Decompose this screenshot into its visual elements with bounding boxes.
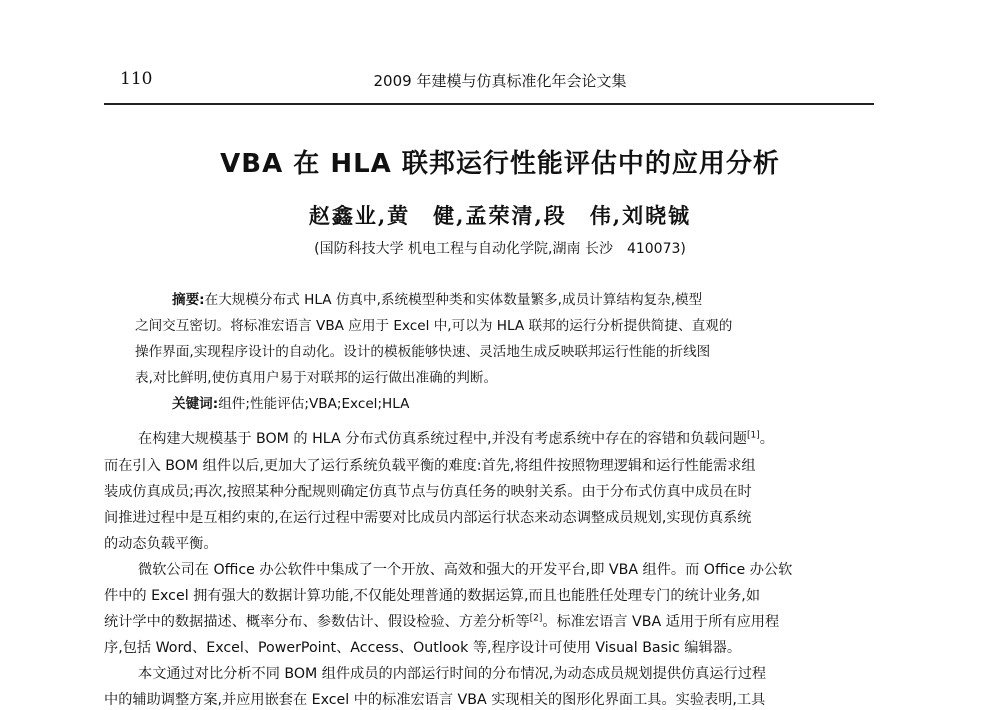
keywords-label: 关键词: bbox=[172, 396, 219, 412]
keywords-line bbox=[172, 392, 409, 412]
body-line bbox=[104, 611, 779, 631]
citation: [1] bbox=[747, 430, 760, 441]
body-line: 中的辅助调整方案,并应用嵌套在 Excel 中的标准宏语言 VBA 实现相关的图形化界面工具。实验表明,工具 bbox=[104, 692, 766, 708]
body-line: 本文通过对比分析不同 BOM 组件成员的内部运行时间的分布情况,为动态成员规划提供仿真运行过程 bbox=[138, 666, 767, 682]
abstract-line: 之间交互密切。将标准宏语言 VBA 应用于 Excel 中,可以为 HLA 联邦的运行分析提供简捷、直观的 bbox=[135, 318, 733, 334]
body-text: 在构建大规模基于 BOM 的 HLA 分布式仿真系统过程中,并没有考虑系统中存在的容错和负载问题 bbox=[138, 431, 747, 447]
header-rule bbox=[104, 103, 874, 105]
body-text: 。 bbox=[759, 431, 774, 447]
body-line: 序,包括 Word、Excel、PowerPoint、Access、Outlook 等,程序设计可使用 Visual Basic 编辑器。 bbox=[104, 640, 742, 656]
body-text: 。标准宏语言 VBA 适用于所有应用程 bbox=[542, 614, 780, 630]
abstract-text: 在大规模分布式 HLA 仿真中,系统模型种类和实体数量繁多,成员计算结构复杂,模型 bbox=[204, 292, 703, 308]
authors: 赵鑫业,黄 健,孟荣清,段 伟,刘晓铖 bbox=[308, 203, 692, 228]
running-title: 2009 年建模与仿真标准化年会论文集 bbox=[373, 72, 627, 90]
abstract-line: 操作界面,实现程序设计的自动化。设计的模板能够快速、灵活地生成反映联邦运行性能的折线图 bbox=[135, 344, 711, 360]
body-text: 统计学中的数据描述、概率分布、参数估计、假设检验、方差分析等 bbox=[104, 614, 530, 630]
body-line bbox=[138, 428, 774, 448]
body-line: 装成仿真成员;再次,按照某种分配规则确定仿真节点与仿真任务的映射关系。由于分布式仿真中成员在时 bbox=[104, 484, 752, 500]
abstract-line bbox=[172, 288, 702, 308]
body-line: 微软公司在 Office 办公软件中集成了一个开放、高效和强大的开发平台,即 VBA 组件。而 Office 办公软 bbox=[138, 562, 793, 578]
keywords-text: 组件;性能评估;VBA;Excel;HLA bbox=[218, 396, 410, 412]
body-line: 间推进过程中是互相约束的,在运行过程中需要对比成员内部运行状态来动态调整成员规划,实现仿真系统 bbox=[104, 510, 752, 526]
abstract-label: 摘要: bbox=[172, 292, 205, 308]
body-line: 件中的 Excel 拥有强大的数据计算功能,不仅能处理普通的数据运算,而且也能胜任处理专门的统计业务,如 bbox=[104, 588, 761, 604]
body-line: 的动态负载平衡。 bbox=[104, 536, 218, 552]
body-line: 而在引入 BOM 组件以后,更加大了运行系统负载平衡的难度:首先,将组件按照物理逻辑和运行性能需求组 bbox=[104, 458, 756, 474]
page-number: 110 bbox=[120, 69, 153, 89]
citation: [2] bbox=[529, 613, 543, 624]
paper-title: VBA 在 HLA 联邦运行性能评估中的应用分析 bbox=[220, 149, 780, 179]
abstract-line: 表,对比鲜明,使仿真用户易于对联邦的运行做出准确的判断。 bbox=[135, 370, 498, 386]
affiliation: (国防科技大学 机电工程与自动化学院,湖南 长沙 410073) bbox=[314, 241, 686, 257]
